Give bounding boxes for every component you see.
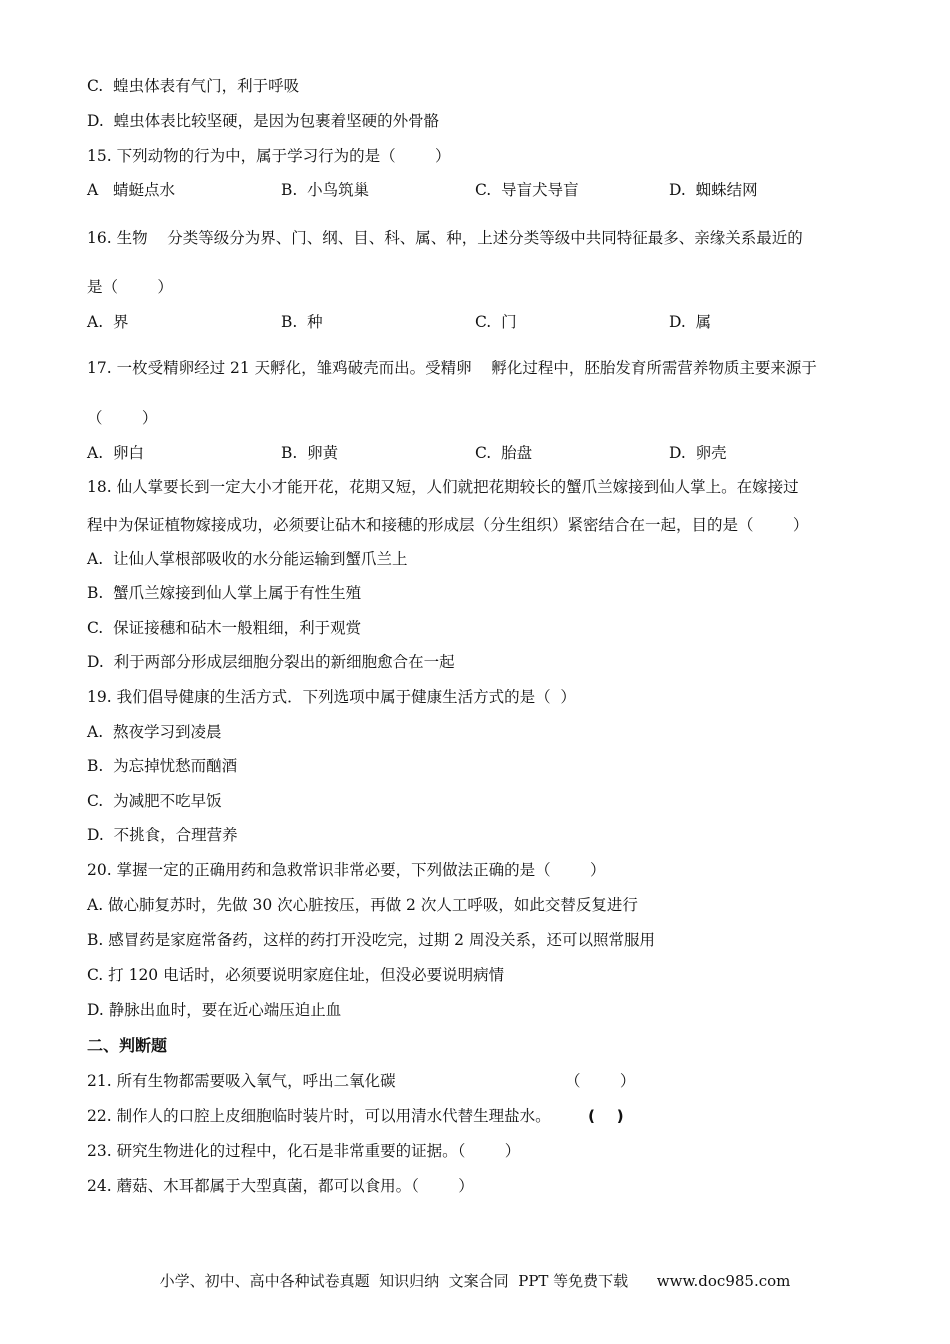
- q15-stem: 15. 下列动物的行为中，属于学习行为的是（ ）: [87, 147, 451, 165]
- q18-option-d: D. 利于两部分形成层细胞分裂出的新细胞愈合在一起: [87, 653, 455, 671]
- q18-stem-line2: 程中为保证植物嫁接成功，必须要让砧木和接穗的形成层（分生组织）紧密结合在一起，目的是（ ）: [87, 516, 809, 534]
- q18-option-b: B. 蟹爪兰嫁接到仙人掌上属于有性生殖: [87, 584, 362, 602]
- q18-stem-line1: 18. 仙人掌要长到一定大小才能开花，花期又短，人们就把花期较长的蟹爪兰嫁接到仙人掌上。在嫁接过: [87, 478, 799, 496]
- q17-option-b: B. 卵黄: [281, 444, 339, 462]
- q21-stem: 21. 所有生物都需要吸入氧气，呼出二氧化碳: [87, 1072, 396, 1090]
- q20-option-a: A. 做心肺复苏时，先做 30 次心脏按压，再做 2 次人工呼吸，如此交替反复进行: [87, 896, 638, 914]
- q19-option-d: D. 不挑食，合理营养: [87, 826, 238, 844]
- q16-option-a: A. 界: [87, 313, 129, 331]
- q17-option-c: C. 胎盘: [475, 444, 533, 462]
- q15-option-b: B. 小鸟筑巢: [281, 181, 370, 199]
- q19-option-a: A. 熬夜学习到凌晨: [87, 723, 222, 741]
- q14-option-d: D. 蝗虫体表比较坚硬，是因为包裹着坚硬的外骨骼: [87, 112, 440, 130]
- q22-answer-blank: ( ): [588, 1107, 624, 1125]
- q17-stem-line2: （ ）: [87, 409, 158, 427]
- q16-option-c: C. 门: [475, 313, 517, 331]
- q20-option-b: B. 感冒药是家庭常备药，这样的药打开没吃完，过期 2 周没关系，还可以照常服用: [87, 931, 655, 949]
- section-heading: 二、判断题: [87, 1036, 168, 1055]
- q16-option-d: D. 属: [669, 313, 712, 331]
- q20-option-c: C. 打 120 电话时，必须要说明家庭住址，但没必要说明病情: [87, 966, 505, 984]
- q19-option-c: C. 为减肥不吃早饭: [87, 792, 222, 810]
- q17-option-d: D. 卵壳: [669, 444, 727, 462]
- q16-option-b: B. 种: [281, 313, 323, 331]
- q18-option-c: C. 保证接穗和砧木一般粗细，利于观赏: [87, 619, 362, 637]
- q22-stem: 22. 制作人的口腔上皮细胞临时装片时，可以用清水代替生理盐水。: [87, 1107, 551, 1125]
- q15-option-d: D. 蜘蛛结网: [669, 181, 758, 199]
- footer-banner: 小学、初中、高中各种试卷真题 知识归纳 文案合同 PPT 等免费下载 www.doc985.com: [159, 1272, 791, 1290]
- q15-option-c: C. 导盲犬导盲: [475, 181, 579, 199]
- q20-option-d: D. 静脉出血时，要在近心端压迫止血: [87, 1001, 342, 1019]
- q19-stem: 19. 我们倡导健康的生活方式．下列选项中属于健康生活方式的是（ ）: [87, 688, 576, 706]
- q18-option-a: A. 让仙人掌根部吸收的水分能运输到蟹爪兰上: [87, 550, 408, 568]
- q16-stem-line2: 是（ ）: [87, 278, 173, 296]
- q17-stem-line1: 17. 一枚受精卵经过 21 天孵化，雏鸡破壳而出。受精卵 孵化过程中，胚胎发育所需营养物质主要来源于: [87, 359, 817, 377]
- q21-answer-blank: （ ）: [565, 1072, 636, 1090]
- q24-stem: 24. 蘑菇、木耳都属于大型真菌，都可以食用。（ ）: [87, 1177, 474, 1195]
- q16-stem-line1: 16. 生物 分类等级分为界、门、纲、目、科、属、种，上述分类等级中共同特征最多、亲缘关系最近的: [87, 229, 803, 247]
- q20-stem: 20. 掌握一定的正确用药和急救常识非常必要，下列做法正确的是（ ）: [87, 861, 606, 879]
- q17-option-a: A. 卵白: [87, 444, 144, 462]
- q23-stem: 23. 研究生物进化的过程中，化石是非常重要的证据。（ ）: [87, 1142, 521, 1160]
- q15-option-a: A 蜻蜓点水: [87, 181, 175, 199]
- q14-option-c: C. 蝗虫体表有气门，利于呼吸: [87, 77, 300, 95]
- q19-option-b: B. 为忘掉忧愁而酗酒: [87, 757, 238, 775]
